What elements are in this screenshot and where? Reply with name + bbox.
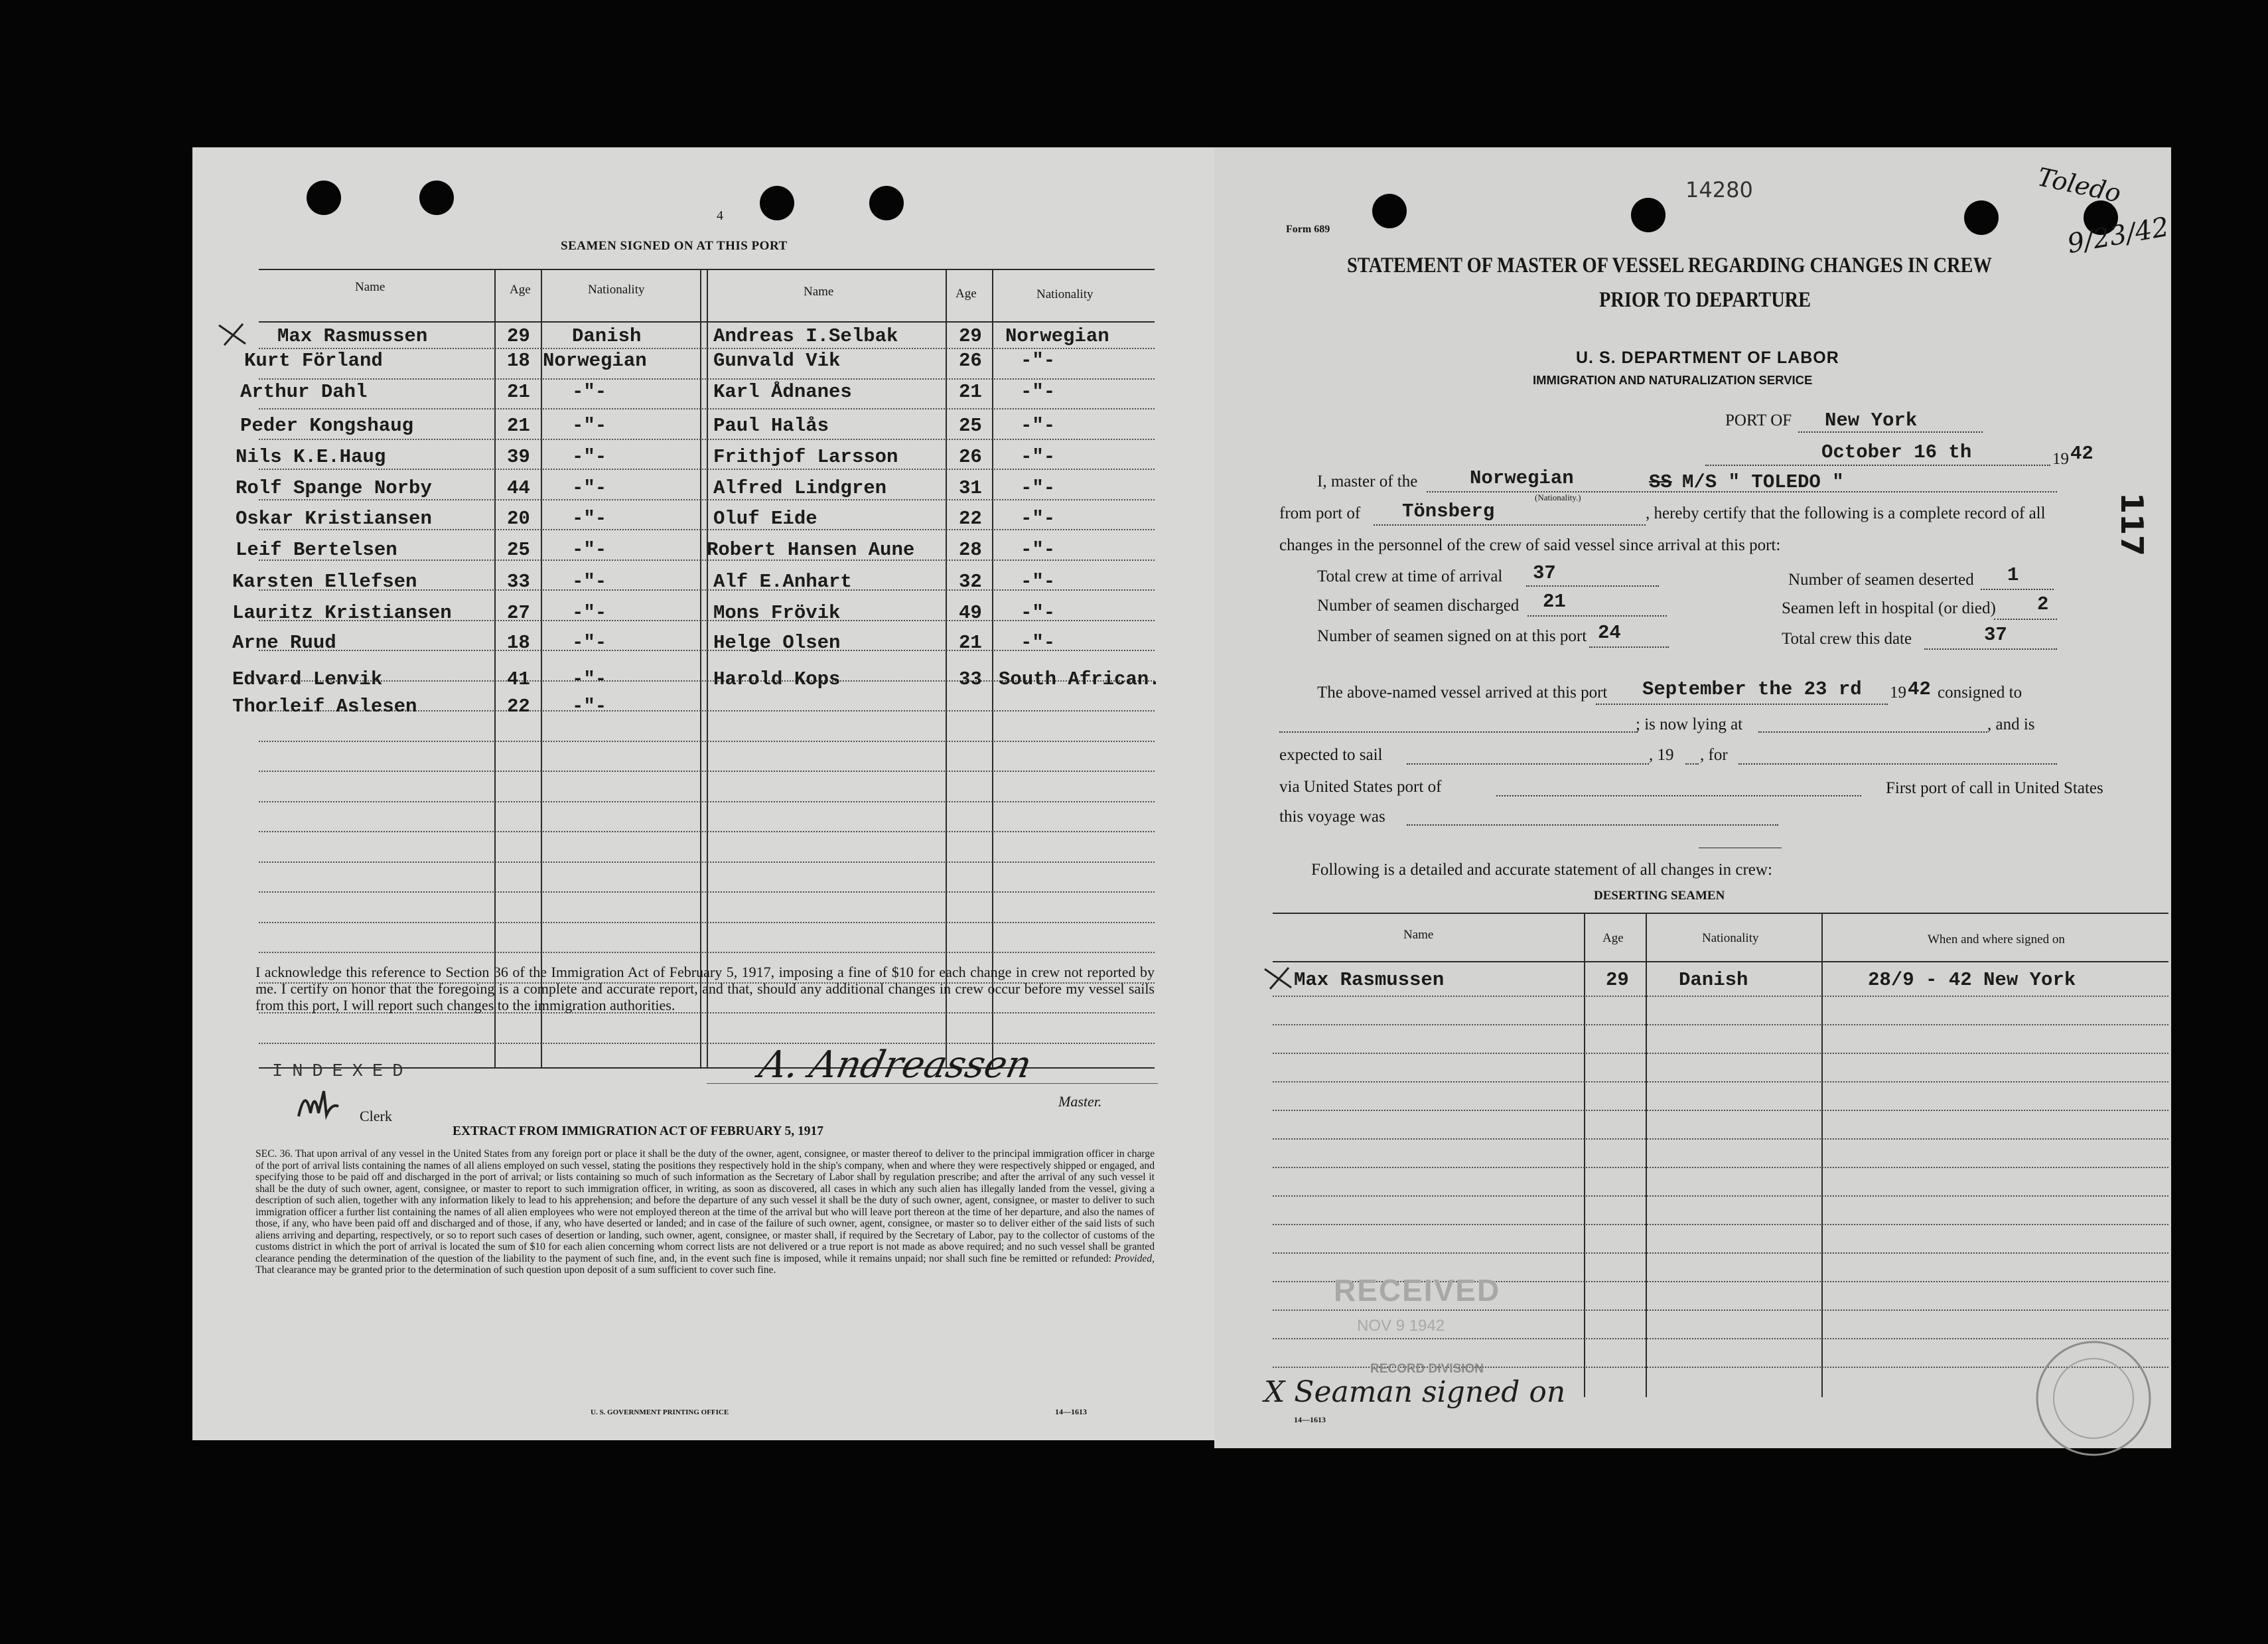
- port-value: New York: [1825, 410, 1918, 431]
- table-row: [1214, 969, 2117, 998]
- and-is-label: , and is: [1987, 715, 2035, 733]
- discharged-label: Number of seamen discharged: [1317, 597, 1520, 615]
- desert-header-age: Age: [1602, 931, 1624, 945]
- cell-nationality: -"-: [572, 381, 607, 403]
- total-crew-date-label: Total crew this date: [1782, 630, 1912, 648]
- cell-age-2: 29: [959, 325, 982, 347]
- master-of-label: I, master of the: [1317, 473, 1418, 490]
- cell-age: 27: [507, 602, 530, 624]
- division-stamp: RECORD DIVISION: [1370, 1362, 1484, 1376]
- cell-age-2: 32: [959, 571, 982, 593]
- cell-name: Peder Kongshaug: [240, 415, 414, 437]
- page-number: 4: [717, 208, 723, 223]
- certify-text: , hereby certify that the following is a complete record of all: [1646, 504, 2046, 522]
- form-label: Form 689: [1286, 224, 1330, 235]
- cell-nationality-2: -"-: [1021, 632, 1056, 654]
- extract-text: [255, 1148, 1155, 1276]
- row-rule: [1273, 1053, 2168, 1054]
- cell-nationality: Danish: [572, 325, 642, 347]
- indexed-stamp: INDEXED: [272, 1062, 413, 1082]
- cell-age: 21: [507, 415, 530, 437]
- desert-nationality: Danish: [1679, 969, 1748, 991]
- form-code-right: 14—1613: [1294, 1415, 1326, 1424]
- cell-name: Arne Ruud: [232, 632, 336, 654]
- cell-age-2: 26: [959, 446, 982, 468]
- arrived-value: September the 23 rd: [1642, 678, 1862, 700]
- cell-name-2: Gunvald Vik: [713, 350, 841, 372]
- cell-name: Max Rasmussen: [277, 325, 428, 347]
- cell-age-2: 21: [959, 632, 982, 654]
- cell-age: 18: [507, 632, 530, 654]
- cell-nationality: Norwegian: [543, 350, 647, 372]
- row-rule: [1273, 1252, 2168, 1254]
- extract-body: That upon arrival of any vessel in the United States from any foreign port or place it shall be the duty of the owner, agent, consignee, or master thereof to deliver to the principal immigration officer in charge of the port of arrival lists containing the names of all aliens employed on such vessel, stating the positions they respectively hold in the ship's company, when and where they were respectively shipped or engaged, and specifying those to be paid off and discharged in the port of arrival; or lists containing so much of such information as the Secretary of Labor shall by regulation prescribe; and after the arrival of any such vessel it shall be the duty of such owner, agent, consignee, or master to report to such immigration officer, in writing, as soon as discovered, all cases in which any such alien has illegally landed from the vessel, giving a description of such alien, together with any information likely to lead to his apprehension; and before the departure of any such vessel it shall be the duty of such owner, agent, consignee, or master to deliver to such immigration officer a further list containing the names of all alien employees who were not employed thereon at the time of the arrival but who will leave port thereon at the time of her departure, and also the names of those, if any, who have been paid off and discharged and of those, if any, who have deserted or landed; and in case of the failure of such owner, agent, consignee, or master so to deliver either of the said lists of such aliens arriving and departing, respectively, or so to report such cases of desertion or landing, such owner, agent, consignee, or master shall, if required by the Secretary of Labor, pay to the collector of customs of the customs district in which the port of arrival is located the sum of $10 for each alien concerning whom correct lists are not delivered or a true report is not made as above required; and no such vessel shall be granted clearance pending the determination of the question of the liability to the payment of such fine, and, in the event such fine is imposed, while it remains unpaid; nor shall such fine be remitted or refunded:: [255, 1148, 1155, 1264]
- cell-age: 33: [507, 571, 530, 593]
- row-rule: [1273, 1138, 2168, 1140]
- cell-name-2: Karl Ådnanes: [713, 381, 852, 403]
- row-rule: [259, 741, 1155, 742]
- cell-nationality: -"-: [572, 696, 607, 717]
- nationality-caption: (Nationality.): [1535, 492, 1581, 502]
- arrived-year-value: 42: [1908, 678, 1931, 700]
- desert-header-name: Name: [1403, 928, 1434, 942]
- left-page: [192, 147, 1214, 1440]
- punch-hole: [760, 186, 794, 220]
- total-crew-arrival-label: Total crew at time of arrival: [1317, 567, 1503, 585]
- desert-header-nationality: Nationality: [1702, 931, 1759, 945]
- cell-nationality-2: -"-: [1021, 571, 1056, 593]
- corner-note-1: Toledo: [2034, 162, 2124, 208]
- received-date: NOV 9 1942: [1357, 1317, 1445, 1335]
- header-nationality: Nationality: [588, 283, 645, 297]
- table-row: [192, 602, 1095, 631]
- cell-age-2: 33: [959, 668, 982, 690]
- cell-nationality-2: -"-: [1021, 415, 1056, 437]
- cell-nationality: -"-: [572, 632, 607, 654]
- cross-mark: [1262, 965, 1295, 992]
- form-title: STATEMENT OF MASTER OF VESSEL REGARDING CHANGES IN CREW: [1347, 254, 1992, 277]
- cell-age-2: 21: [959, 381, 982, 403]
- row-rule: [259, 771, 1155, 772]
- punch-hole: [1964, 200, 1999, 235]
- cell-name: Edvard Lenvik: [232, 668, 383, 690]
- cell-name: Kurt Förland: [244, 350, 383, 372]
- table-row: [192, 668, 1161, 698]
- cell-nationality-2: -"-: [1021, 477, 1056, 499]
- department: U. S. DEPARTMENT OF LABOR: [1576, 348, 1839, 367]
- deserted-label: Number of seamen deserted: [1788, 571, 1974, 589]
- extract-title: EXTRACT FROM IMMIGRATION ACT OF FEBRUARY 5, 1917: [453, 1124, 824, 1138]
- cell-name: Thorleif Aslesen: [232, 696, 417, 717]
- cell-age-2: 25: [959, 415, 982, 437]
- extract-proviso-lead: Provided,: [1114, 1252, 1155, 1264]
- via-label: via United States port of: [1279, 778, 1442, 796]
- first-port-label: First port of call in United States: [1886, 779, 2103, 797]
- cell-name: Leif Bertelsen: [236, 539, 397, 561]
- cell-nationality-2: Norwegian: [1005, 325, 1109, 347]
- table-row: [192, 350, 1095, 379]
- cell-name-2: Andreas I.Selbak: [713, 325, 898, 347]
- cell-age: 25: [507, 539, 530, 561]
- service: IMMIGRATION AND NATURALIZATION SERVICE: [1533, 373, 1813, 387]
- punch-hole: [869, 186, 904, 220]
- header-age-2: Age: [956, 287, 977, 301]
- cell-name-2: Mons Frövik: [713, 602, 841, 624]
- extract-proviso: That clearance may be granted prior to the determination of such question upon deposit of a sum sufficient to cover such fine.: [255, 1264, 776, 1276]
- expected-label: expected to sail: [1279, 746, 1383, 764]
- clerk-label: Clerk: [360, 1108, 392, 1124]
- printing-office: U. S. GOVERNMENT PRINTING OFFICE: [591, 1408, 729, 1416]
- file-number: 14280: [1685, 177, 1753, 202]
- cell-age: 44: [507, 477, 530, 499]
- table-row: [192, 571, 1095, 600]
- port-label: PORT OF: [1725, 411, 1792, 429]
- cell-age: 22: [507, 696, 530, 717]
- table-row: [192, 446, 1095, 475]
- cell-nationality-2: -"-: [1021, 602, 1056, 624]
- cell-nationality: -"-: [572, 446, 607, 468]
- desert-header-when: When and where signed on: [1928, 933, 2065, 946]
- cell-nationality: -"-: [572, 602, 607, 624]
- table-row: [192, 508, 1095, 537]
- cell-nationality-2: South African.: [999, 668, 1161, 690]
- date-value: October 16 th: [1821, 441, 1972, 463]
- table-row: [192, 415, 1095, 444]
- row-rule: [1273, 1309, 2168, 1311]
- row-rule: [1273, 1110, 2168, 1111]
- row-rule: [1273, 1167, 2168, 1168]
- header-nationality-2: Nationality: [1036, 287, 1094, 301]
- header-name: Name: [355, 280, 386, 294]
- hospital-label: Seamen left in hospital (or died): [1782, 599, 1996, 617]
- cell-name: Lauritz Kristiansen: [232, 602, 452, 624]
- cell-name: Oskar Kristiansen: [236, 508, 432, 530]
- cell-nationality: -"-: [572, 415, 607, 437]
- date-year-prefix: 19: [2052, 450, 2069, 468]
- cell-nationality: -"-: [572, 508, 607, 530]
- extract-lead: SEC. 36.: [255, 1148, 293, 1159]
- cell-nationality: -"-: [572, 571, 607, 593]
- punch-hole: [1631, 198, 1666, 232]
- following-label: Following is a detailed and accurate statement of all changes in crew:: [1311, 861, 1772, 879]
- table-row: [192, 477, 1095, 506]
- arrived-label: The above-named vessel arrived at this port: [1317, 684, 1608, 702]
- row-rule: [259, 831, 1155, 832]
- cell-age-2: 31: [959, 477, 982, 499]
- cell-name-2: Robert Hansen Aune: [707, 539, 915, 561]
- total-crew-date-value: 37: [1984, 624, 2007, 646]
- cell-nationality-2: -"-: [1021, 350, 1056, 372]
- cell-nationality-2: -"-: [1021, 381, 1056, 403]
- row-rule: [1273, 1024, 2168, 1025]
- row-rule: [1273, 1224, 2168, 1225]
- sail-year-prefix: , 19: [1649, 746, 1674, 764]
- cell-age: 39: [507, 446, 530, 468]
- from-port-value: Tönsberg: [1402, 500, 1495, 522]
- section-title: SEAMEN SIGNED ON AT THIS PORT: [561, 239, 788, 253]
- for-label: , for: [1700, 746, 1728, 764]
- acknowledgment: I acknowledge this reference to Section 36 of the Immigration Act of February 5, 1917, imposing a fine of $10 for each change in crew not reported by me. I certify on honor that the foregoing is a complete and accurate report, and that, should any additional changes in crew occur before my vessel sails from this port, I will report such changes to the immigration authorities.: [255, 964, 1155, 1013]
- signed-on-label: Number of seamen signed on at this port: [1317, 627, 1587, 645]
- cell-age: 18: [507, 350, 530, 372]
- table-row: [192, 696, 1095, 725]
- row-rule: [1273, 1081, 2168, 1083]
- lying-label: ; is now lying at: [1636, 715, 1743, 733]
- desert-when: 28/9 - 42 New York: [1868, 969, 2076, 991]
- page-mark: 117: [2114, 492, 2150, 557]
- cell-age-2: 22: [959, 508, 982, 530]
- cell-nationality: -"-: [572, 539, 607, 561]
- cell-nationality-2: -"-: [1021, 446, 1056, 468]
- cell-name-2: Paul Halås: [713, 415, 829, 437]
- cell-name-2: Alf E.Anhart: [713, 571, 852, 593]
- clerk-initials: [292, 1083, 345, 1123]
- cell-age-2: 28: [959, 539, 982, 561]
- signed-on-value: 24: [1598, 622, 1621, 644]
- row-rule: [259, 891, 1155, 893]
- table-row: [192, 539, 1095, 568]
- cell-name-2: Oluf Eide: [713, 508, 817, 530]
- punch-hole: [419, 181, 454, 215]
- row-rule: [1273, 1195, 2168, 1197]
- cell-name-2: Alfred Lindgren: [713, 477, 887, 499]
- corner-note-2: 9/23/42: [2065, 211, 2172, 260]
- cell-nationality: -"-: [572, 668, 607, 690]
- vessel-prefix: SS: [1649, 471, 1672, 493]
- received-stamp: RECEIVED: [1334, 1273, 1501, 1308]
- cell-age: 29: [507, 325, 530, 347]
- cell-name: Rolf Spange Norby: [236, 477, 432, 499]
- cell-name: Karsten Ellefsen: [232, 571, 417, 593]
- desert-age: 29: [1606, 969, 1629, 991]
- cross-mark: [216, 321, 249, 348]
- cell-name: Arthur Dahl: [240, 381, 368, 403]
- date-year-value: 42: [2070, 443, 2093, 465]
- cell-name-2: Helge Olsen: [713, 632, 841, 654]
- desert-name: Max Rasmussen: [1294, 969, 1445, 991]
- cell-age-2: 26: [959, 350, 982, 372]
- vessel-value: M/S " TOLEDO ": [1682, 471, 1844, 493]
- cell-nationality-2: -"-: [1021, 508, 1056, 530]
- nationality-value: Norwegian: [1470, 467, 1574, 489]
- hospital-value: 2: [2037, 593, 2049, 615]
- cell-name-2: Frithjof Larsson: [713, 446, 898, 468]
- row-rule: [259, 922, 1155, 923]
- right-page: [1214, 147, 2171, 1448]
- cell-name: Nils K.E.Haug: [236, 446, 386, 468]
- deserting-title: DESERTING SEAMEN: [1594, 889, 1725, 903]
- form-code: 14—1613: [1055, 1407, 1087, 1416]
- from-port-label: from port of: [1279, 504, 1361, 522]
- arrived-year-prefix: 19: [1890, 684, 1906, 702]
- cell-nationality-2: -"-: [1021, 539, 1056, 561]
- table-row: [192, 381, 1095, 410]
- row-rule: [259, 861, 1155, 863]
- master-label: Master.: [1058, 1093, 1102, 1110]
- form-subtitle: PRIOR TO DEPARTURE: [1599, 288, 1811, 312]
- row-rule: [259, 801, 1155, 802]
- table-row: [192, 632, 1095, 661]
- row-rule: [259, 952, 1155, 953]
- cell-age: 41: [507, 668, 530, 690]
- punch-hole: [1372, 194, 1407, 228]
- seal-stamp: [2030, 1335, 2157, 1461]
- cell-age-2: 49: [959, 602, 982, 624]
- cell-nationality: -"-: [572, 477, 607, 499]
- voyage-label: this voyage was: [1279, 808, 1385, 826]
- punch-hole: [307, 181, 341, 215]
- cell-age: 20: [507, 508, 530, 530]
- deserted-value: 1: [2007, 564, 2019, 586]
- cell-name-2: Harold Kops: [713, 668, 841, 690]
- bottom-note: X Seaman signed on: [1264, 1375, 1566, 1409]
- master-signature: A. Andreassen: [755, 1043, 1036, 1086]
- header-name-2: Name: [804, 285, 834, 299]
- consigned-label: consigned to: [1938, 684, 2022, 702]
- changes-text: changes in the personnel of the crew of said vessel since arrival at this port:: [1279, 536, 1781, 554]
- header-age: Age: [510, 283, 531, 297]
- discharged-value: 21: [1543, 591, 1566, 613]
- total-crew-arrival-value: 37: [1533, 562, 1556, 584]
- cell-age: 21: [507, 381, 530, 403]
